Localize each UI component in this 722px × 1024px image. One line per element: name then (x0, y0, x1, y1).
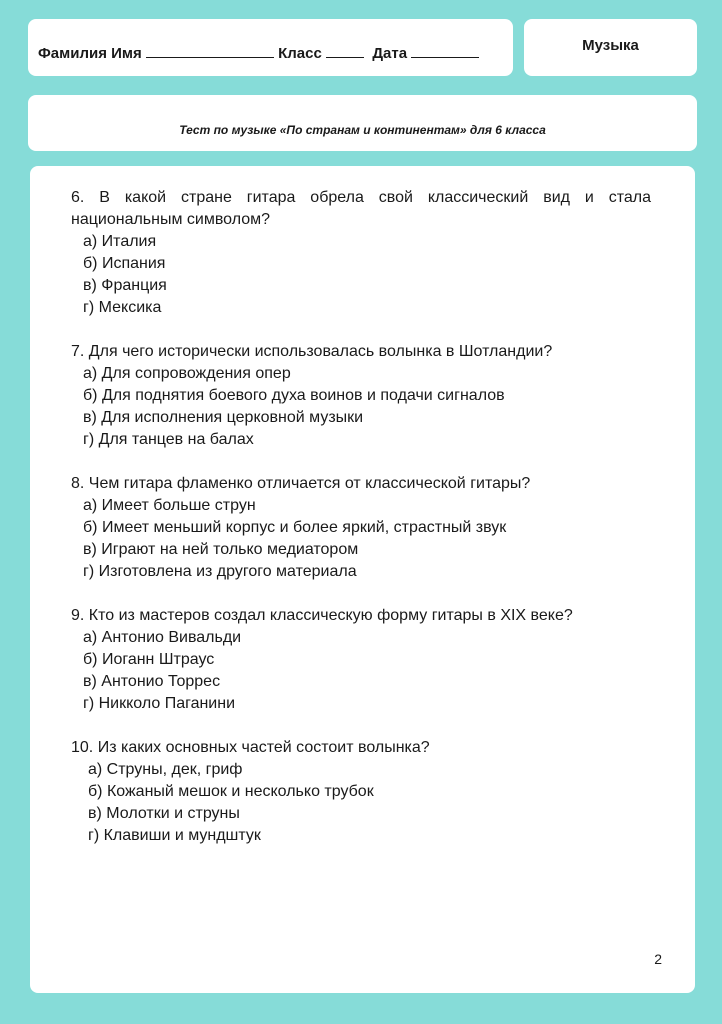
title-card (28, 95, 697, 151)
answer-option: б) Иоганн Штраус (83, 651, 215, 668)
question-10 (71, 737, 651, 847)
subject-label: Музыка (582, 37, 639, 54)
subject-card (524, 19, 697, 76)
question-text: 8. Чем гитара фламенко отличается от классической гитары? (71, 475, 531, 492)
answer-option: г) Изготовлена из другого материала (83, 563, 357, 580)
class-blank[interactable] (326, 45, 364, 58)
question-7 (71, 341, 651, 451)
student-info-line (38, 45, 479, 62)
name-label: Фамилия Имя (38, 45, 142, 62)
question-text: 9. Кто из мастеров создал классическую форму гитары в XIX веке? (71, 607, 573, 624)
name-blank[interactable] (146, 45, 274, 58)
class-label: Класс (278, 45, 322, 62)
question-text: 6. В какой стране гитара обрела свой классический вид и стала национальным символом? (71, 189, 651, 228)
question-text: 7. Для чего исторически использовалась волынка в Шотландии? (71, 343, 553, 360)
student-info-card (28, 19, 513, 76)
date-blank[interactable] (411, 45, 479, 58)
answer-option: г) Клавиши и мундштук (88, 827, 261, 844)
question-list (71, 187, 651, 869)
question-6 (71, 187, 651, 319)
questions-card (30, 166, 695, 993)
answer-option: г) Никколо Паганини (83, 695, 236, 712)
answer-option: б) Испания (83, 255, 166, 272)
answer-option: а) Антонио Вивальди (83, 629, 242, 646)
answer-option: б) Кожаный мешок и несколько трубок (88, 783, 374, 800)
answer-option: в) Антонио Торрес (83, 673, 221, 690)
answer-option: а) Струны, дек, гриф (88, 761, 243, 778)
question-8 (71, 473, 651, 583)
answer-option: в) Для исполнения церковной музыки (83, 409, 364, 426)
answer-option: в) Франция (83, 277, 167, 294)
answer-option: б) Для поднятия боевого духа воинов и подачи сигналов (83, 387, 505, 404)
question-9 (71, 605, 651, 715)
answer-option: в) Молотки и струны (88, 805, 240, 822)
answer-option: г) Для танцев на балах (83, 431, 254, 448)
answer-option: а) Италия (83, 233, 157, 250)
answer-option: в) Играют на ней только медиатором (83, 541, 359, 558)
page-number: 2 (654, 951, 662, 967)
answer-option: а) Имеет больше струн (83, 497, 256, 514)
date-label: Дата (372, 45, 408, 62)
answer-option: б) Имеет меньший корпус и более яркий, страстный звук (83, 519, 507, 536)
answer-option: г) Мексика (83, 299, 162, 316)
question-text: 10. Из каких основных частей состоит волынка? (71, 739, 430, 756)
test-title: Тест по музыке «По странам и континентам» для 6 класса (179, 123, 546, 137)
answer-option: а) Для сопровождения опер (83, 365, 291, 382)
